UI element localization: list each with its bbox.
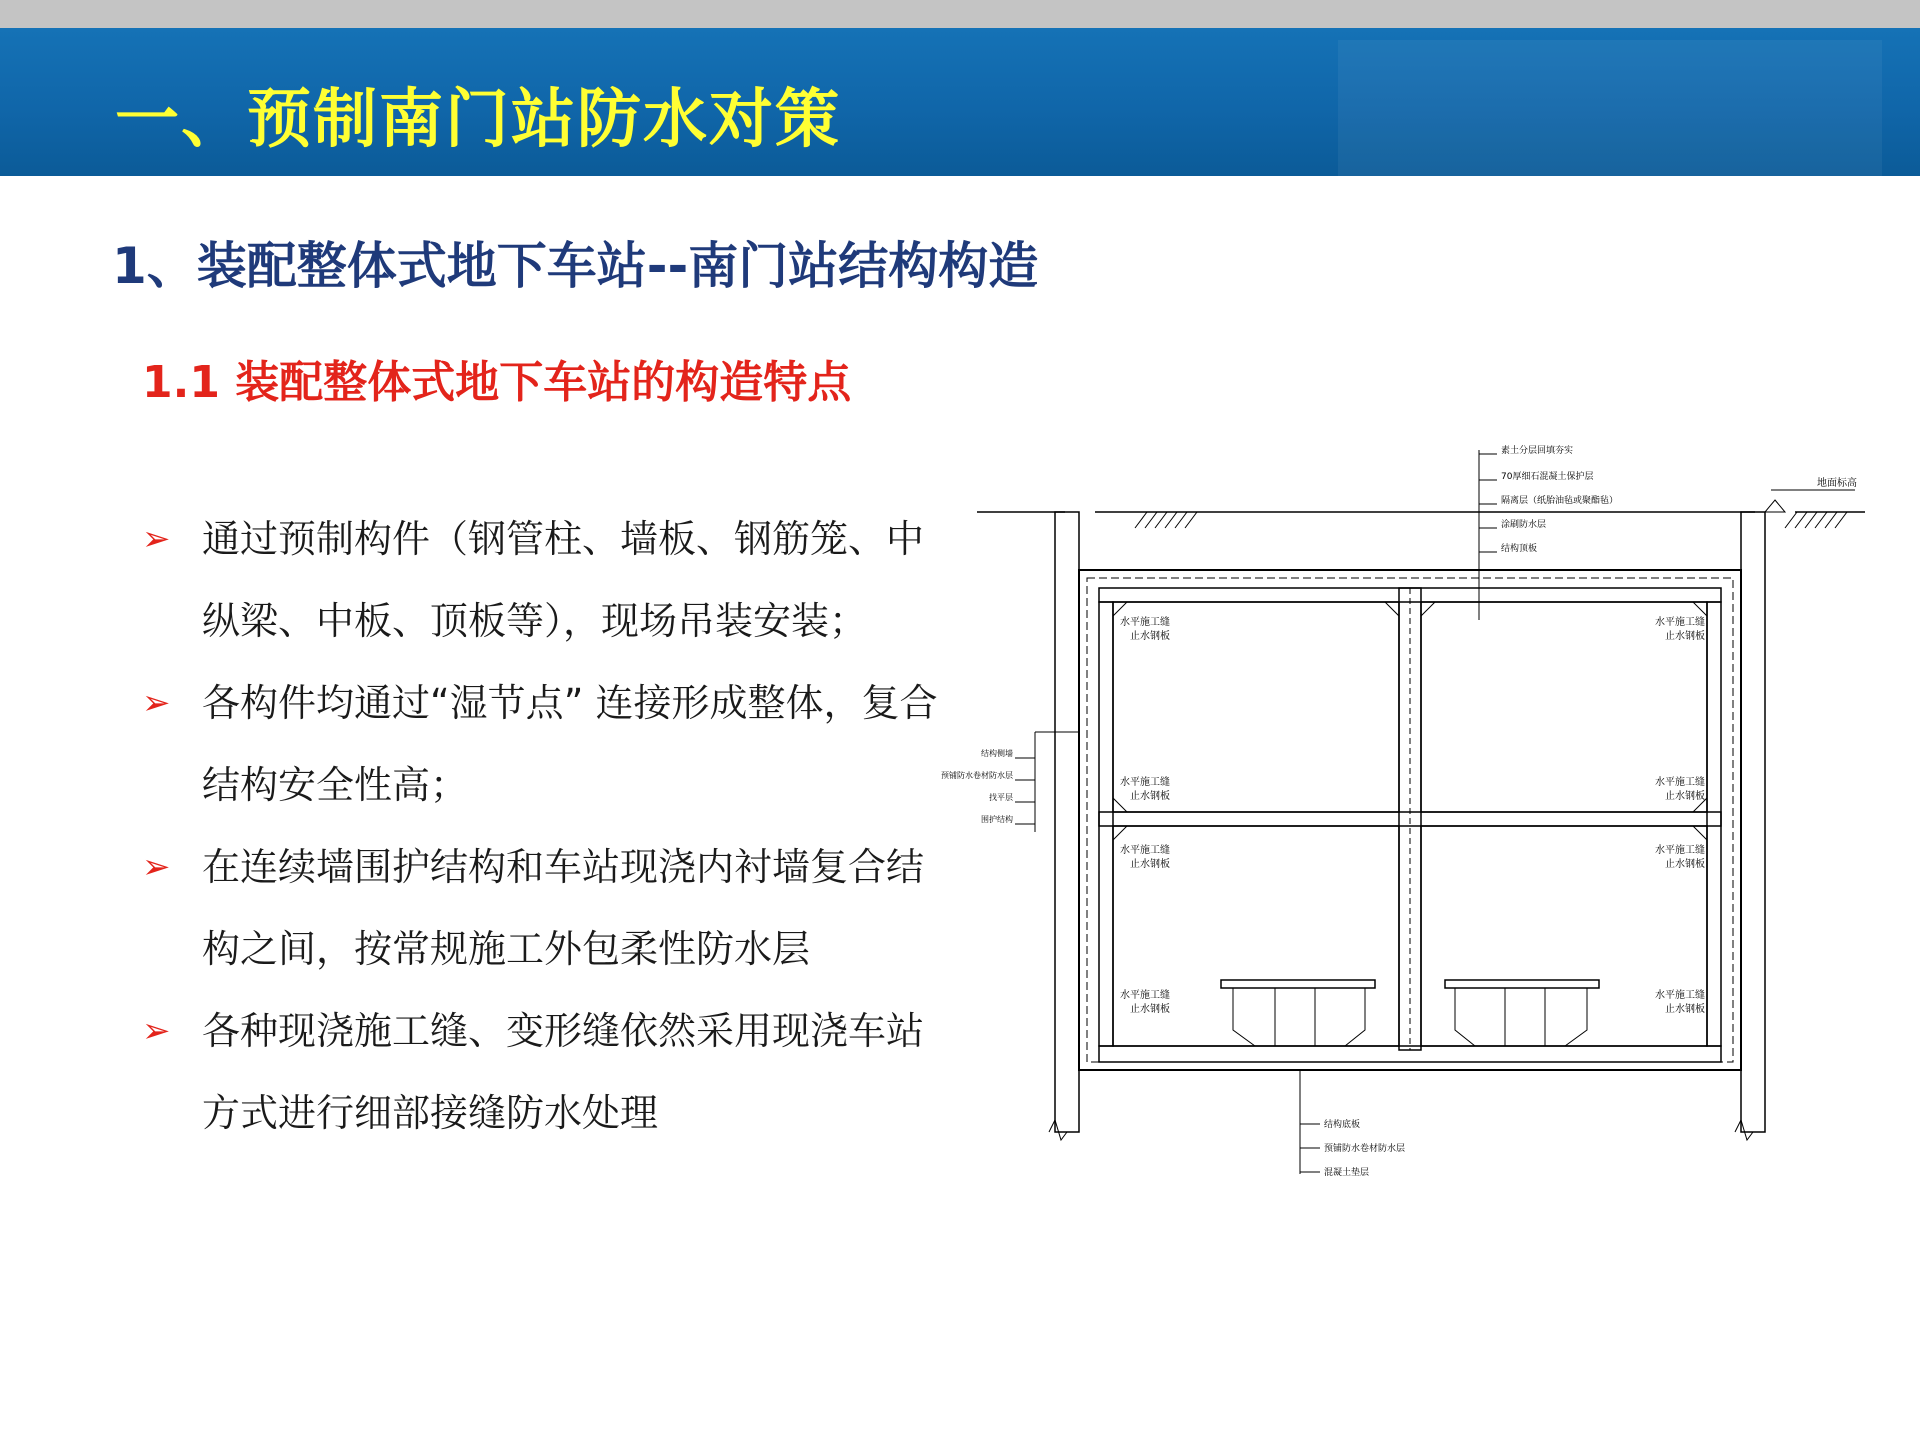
- break-symbol-left: [1049, 1120, 1067, 1140]
- joint-sub-label: 止水钢板: [1130, 631, 1170, 642]
- bottom-leader-lines: [1300, 1070, 1320, 1174]
- joint-label: 水平施工缝: [1655, 777, 1705, 788]
- joint-label: 水平施工缝: [1120, 845, 1170, 856]
- arrow-bullet-icon: ➢: [142, 683, 171, 723]
- top-label: 涂刷防水层: [1501, 520, 1547, 530]
- station-structure-section-diagram: [941, 440, 1875, 1180]
- top-strip: [0, 0, 1920, 28]
- diaphragm-wall-right: [1741, 512, 1765, 1132]
- joint-sub-label: 止水钢板: [1665, 791, 1705, 802]
- sub-heading: 1.1 装配整体式地下车站的构造特点: [142, 357, 852, 408]
- joint-sub-label: 止水钢板: [1665, 631, 1705, 642]
- left-label: 找平层: [989, 793, 1013, 802]
- bullet-text: 在连续墙围护结构和车站现浇内衬墙复合结构之间，按常规施工外包柔性防水层: [202, 845, 925, 971]
- bottom-label: 预铺防水卷材防水层: [1324, 1144, 1406, 1154]
- bullet-text: 各种现浇施工缝、变形缝依然采用现浇车站方式进行细部接缝防水处理: [202, 1009, 925, 1135]
- joint-label: 水平施工缝: [1655, 845, 1705, 856]
- bullet-text: 通过预制构件（钢管柱、墙板、钢筋笼、中纵梁、中板、顶板等），现场吊装安装；: [202, 517, 925, 643]
- joint-sub-label: 止水钢板: [1130, 791, 1170, 802]
- bottom-label: 结构底板: [1324, 1120, 1361, 1130]
- top-label: 结构顶板: [1501, 544, 1538, 554]
- ground-label: 地面标高: [1817, 478, 1857, 489]
- section-heading: 1、装配整体式地下车站--南门站结构构造: [112, 237, 1039, 295]
- break-symbol-right: [1735, 1120, 1753, 1140]
- joint-label: 水平施工缝: [1120, 990, 1170, 1001]
- bottom-layer-labels: [1324, 1118, 1405, 1178]
- soil-hatch-right: [1785, 512, 1847, 528]
- top-leader-lines: [1479, 450, 1497, 620]
- top-label: 隔离层（纸胎油毡或聚酯毡）: [1501, 496, 1619, 506]
- joint-sub-label: 止水钢板: [1130, 859, 1170, 870]
- bullet-text: 各构件均通过“湿节点” 连接形成整体，复合结构安全性高；: [202, 681, 938, 807]
- bullet-list: [142, 498, 942, 1154]
- title-bar-panel: [1338, 40, 1882, 176]
- top-label: 素土分层回填夯实: [1501, 446, 1574, 456]
- joint-label: 水平施工缝: [1120, 617, 1170, 628]
- joint-sub-label: 止水钢板: [1130, 1004, 1170, 1015]
- left-label: 围护结构: [981, 815, 1013, 824]
- left-layer-labels: [941, 748, 1013, 824]
- platform-right: [1445, 980, 1599, 988]
- diaphragm-wall-left: [1055, 512, 1079, 1132]
- track-bed-right: [1455, 988, 1587, 1046]
- bullet-item: [142, 498, 942, 662]
- arrow-bullet-icon: ➢: [142, 1011, 171, 1051]
- joint-labels: [1120, 615, 1705, 1015]
- platform-left: [1221, 980, 1375, 988]
- soil-hatch-left: [1135, 512, 1197, 528]
- bullet-item: [142, 990, 942, 1154]
- bottom-label: 混凝土垫层: [1324, 1168, 1370, 1178]
- left-label: 预铺防水卷材防水层: [941, 771, 1013, 780]
- bullet-item: [142, 826, 942, 990]
- joint-label: 水平施工缝: [1655, 617, 1705, 628]
- left-leader-lines: [1015, 732, 1079, 832]
- top-label: 70厚细石混凝土保护层: [1501, 472, 1594, 482]
- side-wall-right: [1707, 602, 1721, 1046]
- side-wall-left: [1099, 602, 1113, 1046]
- ground-level-marker-icon: [1765, 500, 1785, 512]
- joint-label: 水平施工缝: [1120, 777, 1170, 788]
- track-bed-left: [1233, 988, 1365, 1046]
- arrow-bullet-icon: ➢: [142, 519, 171, 559]
- joint-sub-label: 止水钢板: [1665, 859, 1705, 870]
- joint-label: 水平施工缝: [1655, 990, 1705, 1001]
- slide-title: 一、预制南门站防水对策: [115, 83, 841, 157]
- joint-sub-label: 止水钢板: [1665, 1004, 1705, 1015]
- bullet-item: [142, 662, 942, 826]
- top-layer-labels: [1501, 444, 1618, 554]
- left-label: 结构侧墙: [981, 749, 1013, 758]
- arrow-bullet-icon: ➢: [142, 847, 171, 887]
